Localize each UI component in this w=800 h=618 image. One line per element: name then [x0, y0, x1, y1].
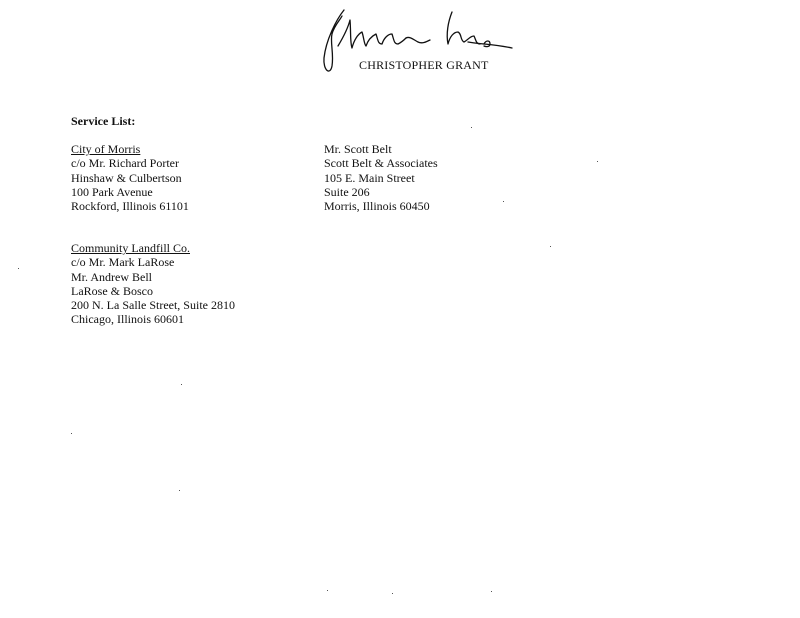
scan-speck	[71, 433, 72, 434]
address-line: Hinshaw & Culbertson	[71, 170, 182, 185]
scan-speck	[179, 490, 180, 491]
entry-name: Mr. Scott Belt	[324, 142, 392, 156]
service-list-heading: Service List:	[71, 114, 136, 128]
scan-speck	[327, 590, 328, 591]
address-line: Suite 206	[324, 184, 370, 199]
address-line: 100 Park Avenue	[71, 184, 153, 199]
address-line: Morris, Illinois 60450	[324, 199, 430, 214]
scan-speck	[491, 591, 492, 592]
address-line: 105 E. Main Street	[324, 170, 415, 185]
signer-name: CHRISTOPHER GRANT	[359, 58, 489, 72]
service-entry-community-landfill	[71, 241, 235, 327]
service-entry-scott-belt	[324, 142, 438, 213]
address-line: c/o Mr. Mark LaRose	[71, 255, 175, 270]
scan-speck	[471, 127, 472, 128]
entry-name: Community Landfill Co.	[71, 241, 190, 255]
address-line: Mr. Andrew Bell	[71, 269, 152, 284]
scan-speck	[550, 246, 551, 247]
scan-speck	[181, 384, 182, 385]
service-entry-city-of-morris	[71, 142, 189, 213]
address-line: Rockford, Illinois 61101	[71, 199, 189, 214]
address-line: LaRose & Bosco	[71, 283, 153, 298]
entry-name: City of Morris	[71, 142, 141, 156]
scan-speck	[18, 268, 19, 269]
address-line: Chicago, Illinois 60601	[71, 312, 184, 327]
scan-speck	[503, 201, 504, 202]
address-line: c/o Mr. Richard Porter	[71, 156, 179, 171]
scan-speck	[597, 161, 598, 162]
address-line: Scott Belt & Associates	[324, 156, 438, 171]
scan-speck	[392, 593, 393, 594]
address-line: 200 N. La Salle Street, Suite 2810	[71, 298, 235, 313]
